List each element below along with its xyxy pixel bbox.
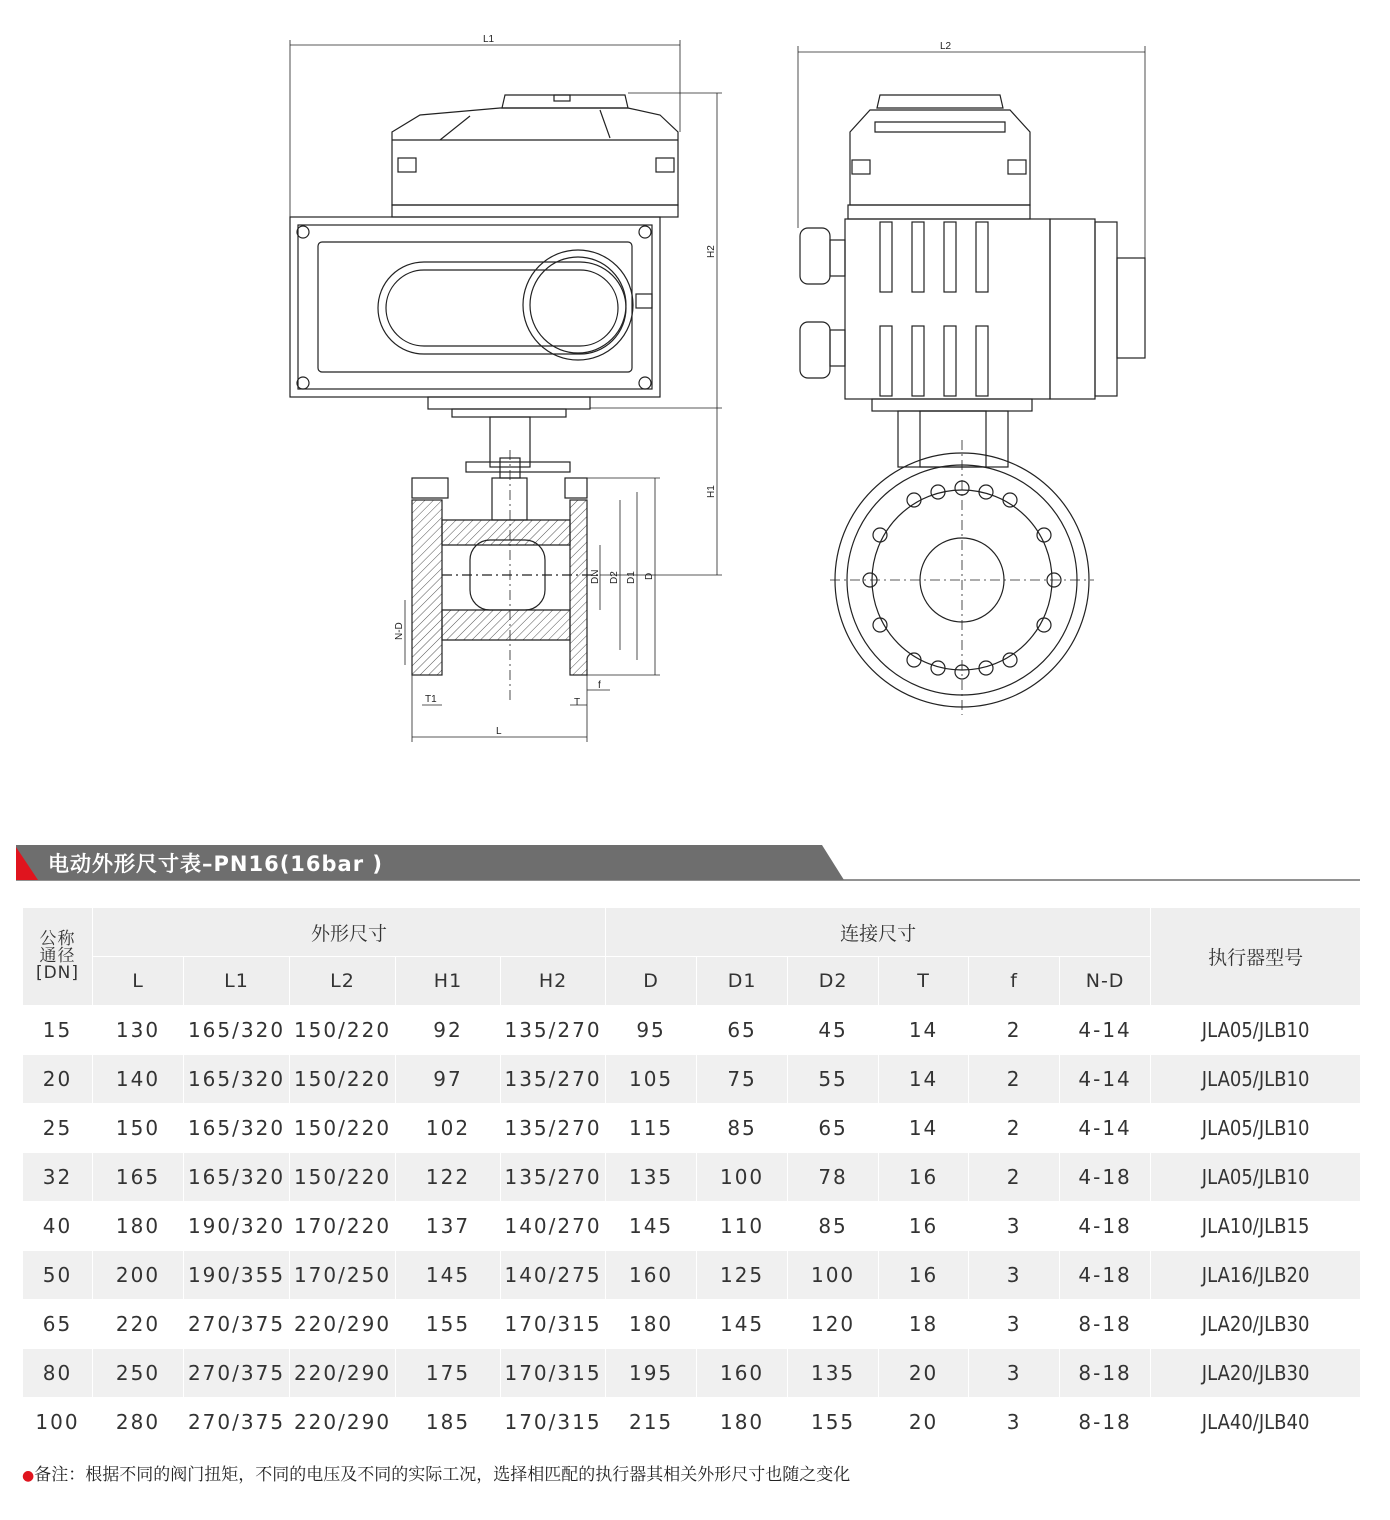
- table-cell: 150/220: [290, 1055, 396, 1104]
- column-header-h2: H2: [501, 957, 606, 1006]
- table-cell: 4-14: [1060, 1006, 1151, 1055]
- table-cell: 2: [969, 1006, 1060, 1055]
- table-cell: 135/270: [501, 1104, 606, 1153]
- actuator-model-cell: JLA05/JLB10: [1151, 1104, 1361, 1153]
- table-cell: 75: [697, 1055, 788, 1104]
- table-cell: 120: [788, 1300, 879, 1349]
- table-cell: 3: [969, 1398, 1060, 1447]
- table-cell: 3: [969, 1349, 1060, 1398]
- actuator-model-cell: JLA20/JLB30: [1151, 1349, 1361, 1398]
- table-cell: 65: [788, 1104, 879, 1153]
- table-row: [23, 1251, 1361, 1300]
- table-body: [23, 1006, 1361, 1447]
- table-cell: 145: [396, 1251, 501, 1300]
- table-cell: 185: [396, 1398, 501, 1447]
- table-cell: 220/290: [290, 1349, 396, 1398]
- table-cell: 150/220: [290, 1006, 396, 1055]
- table-cell: 32: [23, 1153, 93, 1202]
- table-cell: 65: [23, 1300, 93, 1349]
- table-row: [23, 1153, 1361, 1202]
- table-cell: 3: [969, 1300, 1060, 1349]
- table-cell: 102: [396, 1104, 501, 1153]
- table-cell: 15: [23, 1006, 93, 1055]
- table-cell: 100: [697, 1153, 788, 1202]
- table-cell: 8-18: [1060, 1349, 1151, 1398]
- table-cell: 270/375: [184, 1300, 290, 1349]
- table-cell: 170/315: [501, 1349, 606, 1398]
- actuator-model-cell: JLA05/JLB10: [1151, 1006, 1361, 1055]
- table-cell: 270/375: [184, 1349, 290, 1398]
- actuator-model-cell: JLA05/JLB10: [1151, 1153, 1361, 1202]
- table-cell: 165/320: [184, 1104, 290, 1153]
- footnote-text: 备注：根据不同的阀门扭矩，不同的电压及不同的实际工况，选择相匹配的执行器其相关外形尺寸也随之变化: [34, 1465, 851, 1485]
- table-cell: 2: [969, 1104, 1060, 1153]
- table-cell: 105: [606, 1055, 697, 1104]
- column-header-d: D: [606, 957, 697, 1006]
- table-cell: 122: [396, 1153, 501, 1202]
- table-cell: 137: [396, 1202, 501, 1251]
- table-cell: 135/270: [501, 1006, 606, 1055]
- table-cell: 145: [606, 1202, 697, 1251]
- actuator-model-header: 执行器型号: [1151, 908, 1361, 1006]
- table-cell: 14: [879, 1104, 969, 1153]
- column-header-d2: D2: [788, 957, 879, 1006]
- table-cell: 97: [396, 1055, 501, 1104]
- table-cell: 165: [93, 1153, 184, 1202]
- table-cell: 16: [879, 1251, 969, 1300]
- table-cell: 170/220: [290, 1202, 396, 1251]
- table-cell: 155: [788, 1398, 879, 1447]
- section-title: 电动外形尺寸表–PN16(16bar ): [48, 852, 383, 876]
- actuator-model-cell: JLA40/JLB40: [1151, 1398, 1361, 1447]
- dn-header: [23, 908, 93, 1006]
- footnote: [22, 1463, 850, 1487]
- table-cell: 18: [879, 1300, 969, 1349]
- label-dn: DN: [590, 569, 601, 584]
- table-cell: 175: [396, 1349, 501, 1398]
- table-cell: 165/320: [184, 1006, 290, 1055]
- table-cell: 14: [879, 1055, 969, 1104]
- table-cell: 4-14: [1060, 1055, 1151, 1104]
- table-cell: 14: [879, 1006, 969, 1055]
- table-cell: 4-18: [1060, 1202, 1151, 1251]
- table-cell: 110: [697, 1202, 788, 1251]
- table-cell: 3: [969, 1202, 1060, 1251]
- table-row: [23, 1006, 1361, 1055]
- column-header-d1: D1: [697, 957, 788, 1006]
- table-row: [23, 1104, 1361, 1153]
- table-row: [23, 1300, 1361, 1349]
- table-cell: 65: [697, 1006, 788, 1055]
- table-cell: 145: [697, 1300, 788, 1349]
- table-cell: 3: [969, 1251, 1060, 1300]
- table-cell: 215: [606, 1398, 697, 1447]
- table-row: [23, 1349, 1361, 1398]
- table-cell: 8-18: [1060, 1398, 1151, 1447]
- table-cell: 50: [23, 1251, 93, 1300]
- table-cell: 40: [23, 1202, 93, 1251]
- table-cell: 20: [879, 1398, 969, 1447]
- table-cell: 2: [969, 1153, 1060, 1202]
- actuator-model-cell: JLA05/JLB10: [1151, 1055, 1361, 1104]
- column-header-t: T: [879, 957, 969, 1006]
- table-cell: 140/275: [501, 1251, 606, 1300]
- table-cell: 250: [93, 1349, 184, 1398]
- table-cell: 170/315: [501, 1398, 606, 1447]
- outer-dimensions-header: 外形尺寸: [93, 908, 606, 957]
- table-cell: 170/250: [290, 1251, 396, 1300]
- table-cell: 160: [606, 1251, 697, 1300]
- table-cell: 280: [93, 1398, 184, 1447]
- table-cell: 190/320: [184, 1202, 290, 1251]
- table-cell: 85: [788, 1202, 879, 1251]
- label-t1: T1: [425, 694, 437, 705]
- column-header-l1: L1: [184, 957, 290, 1006]
- label-l2: L2: [940, 41, 952, 52]
- column-header-l2: L2: [290, 957, 396, 1006]
- table-cell: 180: [697, 1398, 788, 1447]
- dn-header-line1: 公称: [39, 929, 76, 949]
- table-cell: 150/220: [290, 1153, 396, 1202]
- table-cell: 2: [969, 1055, 1060, 1104]
- table-cell: 16: [879, 1202, 969, 1251]
- table-cell: 180: [93, 1202, 184, 1251]
- table-cell: 155: [396, 1300, 501, 1349]
- table-cell: 20: [879, 1349, 969, 1398]
- dn-header-line2: 通径: [39, 946, 76, 966]
- label-nd: N-D: [394, 622, 405, 640]
- table-cell: 165/320: [184, 1153, 290, 1202]
- table-cell: 140: [93, 1055, 184, 1104]
- table-cell: 115: [606, 1104, 697, 1153]
- side-view: [798, 46, 1145, 715]
- front-view: [290, 40, 722, 742]
- table-cell: 125: [697, 1251, 788, 1300]
- table-cell: 130: [93, 1006, 184, 1055]
- table-cell: 92: [396, 1006, 501, 1055]
- bullet-icon: ●: [22, 1468, 35, 1484]
- table-cell: 4-18: [1060, 1153, 1151, 1202]
- label-l: L: [496, 726, 502, 737]
- column-header-f: f: [969, 957, 1060, 1006]
- table-cell: 165/320: [184, 1055, 290, 1104]
- table-cell: 270/375: [184, 1398, 290, 1447]
- table-cell: 150/220: [290, 1104, 396, 1153]
- connection-dimensions-header: 连接尺寸: [606, 908, 1151, 957]
- actuator-model-cell: JLA20/JLB30: [1151, 1300, 1361, 1349]
- table-cell: 4-14: [1060, 1104, 1151, 1153]
- table-cell: 135: [606, 1153, 697, 1202]
- table-cell: 100: [23, 1398, 93, 1447]
- table-cell: 220: [93, 1300, 184, 1349]
- table-cell: 200: [93, 1251, 184, 1300]
- table-cell: 135: [788, 1349, 879, 1398]
- table-cell: 4-18: [1060, 1251, 1151, 1300]
- table-cell: 20: [23, 1055, 93, 1104]
- label-h2: H2: [706, 245, 717, 258]
- label-t: T: [574, 697, 581, 708]
- label-d1: D1: [626, 571, 637, 584]
- table-cell: 160: [697, 1349, 788, 1398]
- table-cell: 100: [788, 1251, 879, 1300]
- dimension-table: [22, 907, 1361, 1447]
- table-cell: 95: [606, 1006, 697, 1055]
- actuator-model-cell: JLA16/JLB20: [1151, 1251, 1361, 1300]
- table-cell: 190/355: [184, 1251, 290, 1300]
- label-d2: D2: [609, 571, 620, 584]
- table-cell: 220/290: [290, 1398, 396, 1447]
- table-cell: 80: [23, 1349, 93, 1398]
- table-cell: 25: [23, 1104, 93, 1153]
- table-cell: 45: [788, 1006, 879, 1055]
- table-cell: 135/270: [501, 1055, 606, 1104]
- table-cell: 8-18: [1060, 1300, 1151, 1349]
- column-header-n-d: N-D: [1060, 957, 1151, 1006]
- table-cell: 195: [606, 1349, 697, 1398]
- table-cell: 16: [879, 1153, 969, 1202]
- label-f: f: [598, 680, 601, 691]
- label-d: D: [644, 572, 655, 580]
- label-l1: L1: [483, 34, 495, 45]
- table-row: [23, 1398, 1361, 1447]
- table-cell: 150: [93, 1104, 184, 1153]
- label-h1: H1: [706, 485, 717, 498]
- table-cell: 180: [606, 1300, 697, 1349]
- table-row: [23, 1202, 1361, 1251]
- column-header-l: L: [93, 957, 184, 1006]
- dn-header-line3: [DN]: [35, 963, 80, 983]
- table-cell: 170/315: [501, 1300, 606, 1349]
- table-cell: 55: [788, 1055, 879, 1104]
- column-header-h1: H1: [396, 957, 501, 1006]
- actuator-model-cell: JLA10/JLB15: [1151, 1202, 1361, 1251]
- table-cell: 135/270: [501, 1153, 606, 1202]
- table-cell: 78: [788, 1153, 879, 1202]
- table-cell: 85: [697, 1104, 788, 1153]
- table-row: [23, 1055, 1361, 1104]
- table-cell: 140/270: [501, 1202, 606, 1251]
- table-cell: 220/290: [290, 1300, 396, 1349]
